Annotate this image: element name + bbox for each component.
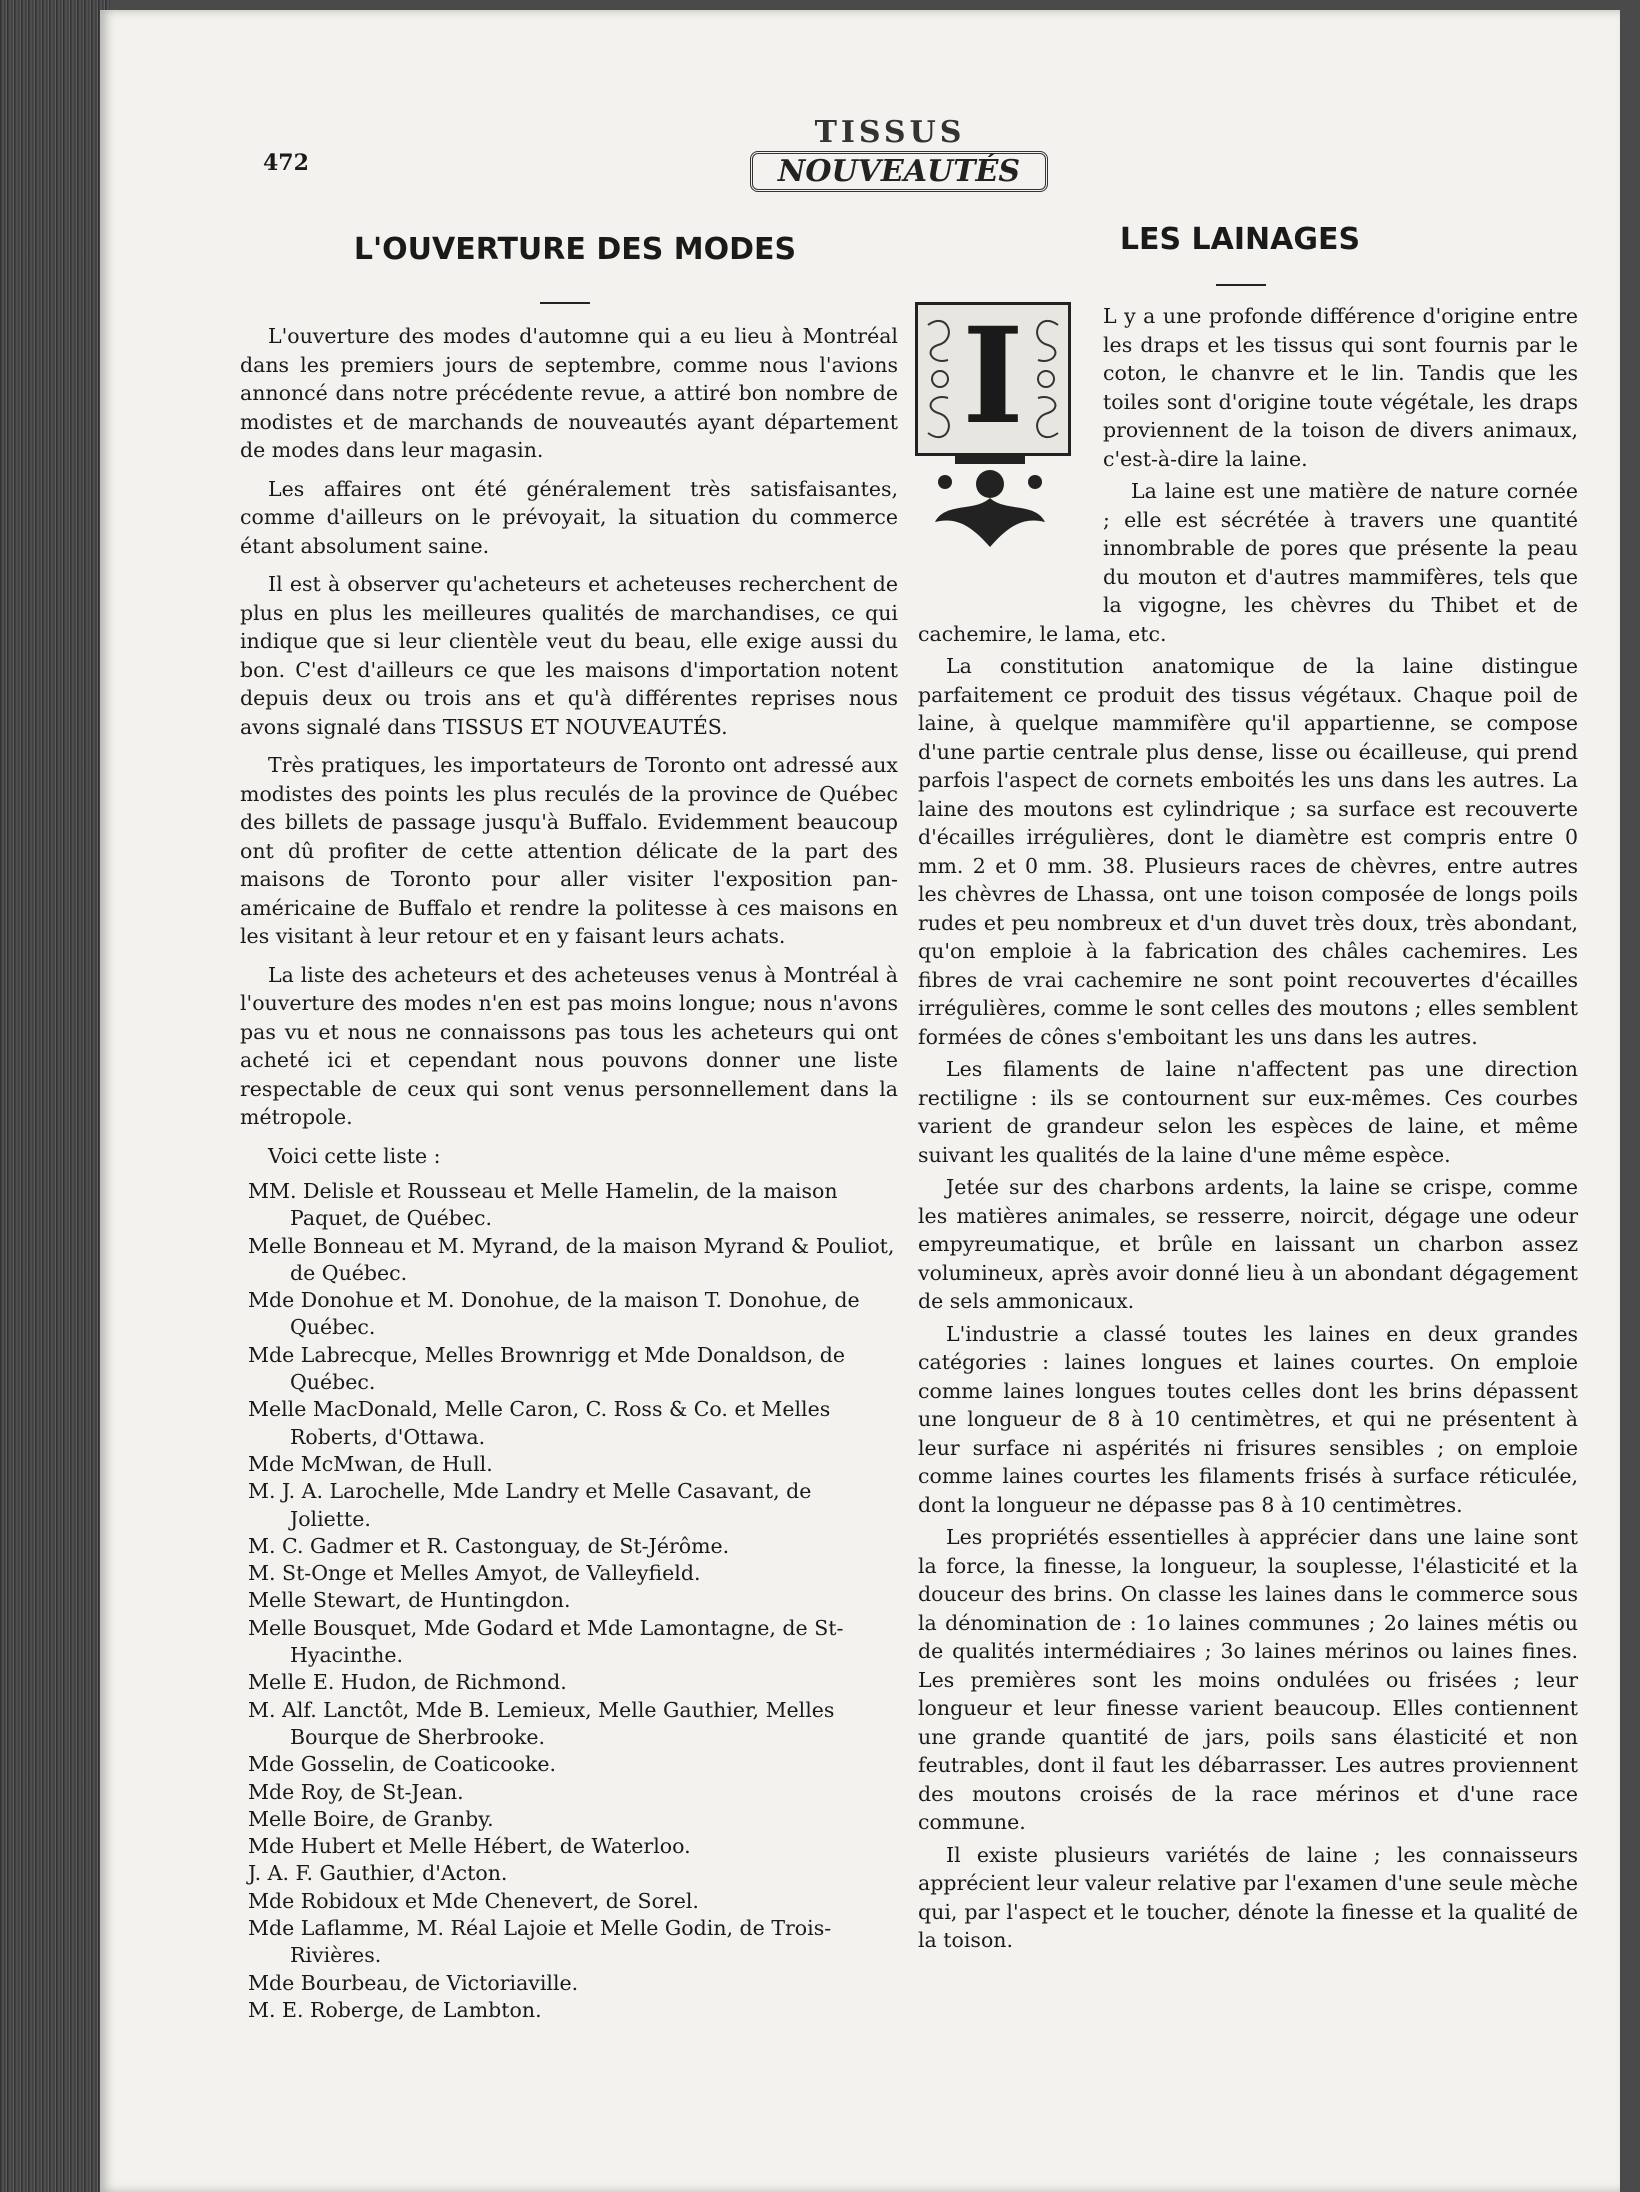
right-paragraph: L y a une profonde différence d'origine entre les draps et les tissus qui sont fournis par le coton, le chanvre et le lin. Tandis que les toiles sont d'origine toute végétale, les draps proviennent de la toison de divers animaux, c'est-à-dire la laine. (1103, 304, 1578, 471)
page-number: 472 (263, 150, 309, 176)
left-article-title: L'OUVERTURE DES MODES (353, 232, 797, 267)
right-paragraph: Il existe plusieurs variétés de laine ; les connaisseurs apprécient leur valeur relative par l'examen d'une seule mèche qui, par l'aspect et le toucher, dénote la finesse et la qualité de la toison. (918, 1842, 1578, 1952)
list-item: Melle MacDonald, Melle Caron, C. Ross & Co. et Melles Roberts, d'Ottawa. (248, 1397, 831, 1449)
right-paragraph: La constitution anatomique de la laine distingue parfaitement ce produit des tissus végétaux. Chaque poil de laine, à quelque mammifère qu'il appartienne, se compose d'une partie centrale plus dense, lisse ou écailleuse, qui prend parfois l'aspect de cornets emboités les uns dans les autres. La laine des moutons est cylindrique ; sa surface est recouverte d'écailles irrégulières, dont le diamètre est compris entre 0 mm. 2 et 0 mm. 38. Plusieurs races de chèvres, entre autres les chèvres de Lhassa, ont une toison composée de longs poils rudes et peu nombreux et d'un duvet très doux, très abondant, qu'on emploie à la fabrication des châles cachemires. Les fibres de vrai cachemire ne sont point recouvertes d'écailles irrégulières, comme le sont celles des moutons ; elles semblent formées de cônes s'emboitant les uns dans les autres. (918, 654, 1578, 1049)
list-item: Mde Hubert et Melle Hébert, de Waterloo. (248, 1834, 691, 1859)
list-item: Mde Bourbeau, de Victoriaville. (248, 1970, 579, 1995)
left-article-body (240, 322, 898, 2024)
drop-cap-frame (915, 299, 1071, 456)
fleuron-icon (915, 452, 1065, 552)
right-paragraph: La laine est une matière de nature cornée ; elle est sécrétée à travers une quantité innombrable de pores que présente la peau du mouton et d'autres mammifères, tels que la vigogne, les chèvres du Thibet et de cachemire, le lama, etc. (918, 479, 1578, 646)
right-title-rule (1216, 284, 1266, 286)
list-item: Mde Labrecque, Melles Brownrigg et Mde Donaldson, de Québec. (248, 1342, 845, 1395)
right-paragraph: Jetée sur des charbons ardents, la laine se crispe, comme les matières animales, se resserre, noircit, dégage une odeur empyreumatique, et brûle en laissant un charbon assez volumineux, après avoir donné lieu à un abondant dégagement de sels ammonicaux. (918, 1175, 1578, 1313)
right-paragraph: L'industrie a classé toutes les laines en deux grandes catégories : laines longues et laines courtes. On emploie comme laines longues toutes celles dont les brins dépassent une longueur de 8 à 10 centimètres, et qui ne présentent à leur surface ni aspérités ni frisures sensibles ; on emploie comme laines courtes les filaments frisés à surface réticulée, dont la longueur ne dépasse pas 8 à 10 centimètres. (918, 1321, 1578, 1517)
list-item: Mde McMwan, de Hull. (248, 1451, 493, 1476)
list-item: Mde Gosselin, de Coaticooke. (248, 1752, 557, 1777)
masthead-logo (740, 115, 1040, 195)
left-paragraph: Il est à observer qu'acheteurs et acheteuses recherchent de plus en plus les meilleures qualités de marchandises, ce qui indique que si leur clientèle veut du beau, elle exige aussi du bon. C'est d'ailleurs ce que les maisons d'importation notent depuis deux ou trois ans et qu'à différentes reprises nous avons signalé dans TISSUS ET NOUVEAUTÉS. (240, 572, 898, 739)
right-article-title: LES LAINAGES (1119, 222, 1361, 257)
list-item: Melle Boire, de Granby. (248, 1806, 494, 1831)
list-item: M. Alf. Lanctôt, Mde B. Lemieux, Melle Gauthier, Melles Bourque de Sherbrooke. (248, 1697, 835, 1749)
left-paragraph: L'ouverture des modes d'automne qui a eu lieu à Montréal dans les premiers jours de septembre, comme nous l'avions annoncé dans notre précédente revue, a attiré bon nombre de modistes et de marchands de nouveautés ayant département de modes dans leur magasin. (240, 324, 898, 462)
list-item: M. E. Roberge, de Lambton. (248, 1997, 542, 2022)
list-item: Mde Roy, de St-Jean. (248, 1779, 464, 1804)
list-item: J. A. F. Gauthier, d'Acton. (248, 1861, 508, 1886)
list-item: Mde Robidoux et Mde Chenevert, de Sorel. (248, 1888, 699, 1913)
dealers-list (240, 1178, 898, 2024)
list-item: M. J. A. Larochelle, Mde Landry et Melle Casavant, de Joliette. (248, 1479, 812, 1531)
list-item: Melle Bonneau et M. Myrand, de la maison Myrand & Pouliot, de Québec. (248, 1233, 895, 1285)
book-spine-edge (0, 0, 110, 2192)
masthead-line2: NOUVEAUTÉS (750, 151, 1048, 192)
list-item: Mde Laflamme, M. Réal Lajoie et Melle Godin, de Trois-Rivières. (248, 1916, 832, 1968)
left-paragraph: Très pratiques, les importateurs de Toronto ont adressé aux modistes des points les plus reculés de la province de Québec des billets de passage jusqu'à Buffalo. Evidemment beaucoup ont dû profiter de cette attention délicate de la part des maisons de Toronto pour aller visiter l'exposition pan-américaine de Buffalo et rendre la politesse à ces maisons en les visitant à leur retour et en y faisant leurs achats. (240, 753, 898, 948)
list-intro: Voici cette liste : (268, 1143, 441, 1168)
list-item: M. C. Gadmer et R. Castonguay, de St-Jérôme. (248, 1533, 730, 1558)
masthead-line1: TISSUS (814, 115, 966, 150)
list-item: Melle Stewart, de Huntingdon. (248, 1588, 571, 1613)
drop-cap-letter: I (962, 299, 1024, 454)
list-item: Melle Bousquet, Mde Godard et Mde Lamontagne, de St-Hyacinthe. (248, 1615, 844, 1668)
right-paragraph: Les filaments de laine n'affectent pas une direction rectiligne : ils se contournent sur eux-mêmes. Ces courbes varient de grandeur selon les espèces de laine, et même suivant les qualités de la laine d'une même espèce. (918, 1057, 1578, 1167)
list-item: Melle E. Hudon, de Richmond. (248, 1670, 567, 1695)
list-item: M. St-Onge et Melles Amyot, de Valleyfield. (248, 1561, 701, 1586)
right-paragraph: Les propriétés essentielles à apprécier dans une laine sont la force, la finesse, la longueur, la souplesse, l'élasticité et la douceur des brins. On classe les laines dans le commerce sous la dénomination de : 1o laines communes ; 2o laines métis ou de qualités intermédiaires ; 3o laines mérinos ou laines fines. Les premières sont les moins ondulées ou frisées ; leur longueur et leur finesse varient beaucoup. Elles contiennent une grande quantité de jars, poils sans élasticité et non feutrables, dont il faut les débarrasser. Les autres proviennent des moutons croisés de la race mérinos et d'une race commune. (918, 1525, 1578, 1834)
left-paragraph: Les affaires ont été généralement très satisfaisantes, comme d'ailleurs on le prévoyait, la situation du commerce étant absolument saine. (240, 476, 898, 558)
list-item: Mde Donohue et M. Donohue, de la maison T. Donohue, de Québec. (248, 1288, 860, 1340)
ornamental-drop-cap (915, 299, 1075, 554)
left-title-rule (540, 302, 590, 304)
left-paragraph: La liste des acheteurs et des acheteuses venus à Montréal à l'ouverture des modes n'en est pas moins longue; nous n'avons pas vu et nous ne connaissons pas tous les acheteurs qui ont acheté ici et cependant nous pouvons donner une liste respectable de ceux qui sont venus personnellement dans la métropole. (240, 962, 898, 1129)
list-item: MM. Delisle et Rousseau et Melle Hamelin, de la maison Paquet, de Québec. (248, 1179, 838, 1231)
